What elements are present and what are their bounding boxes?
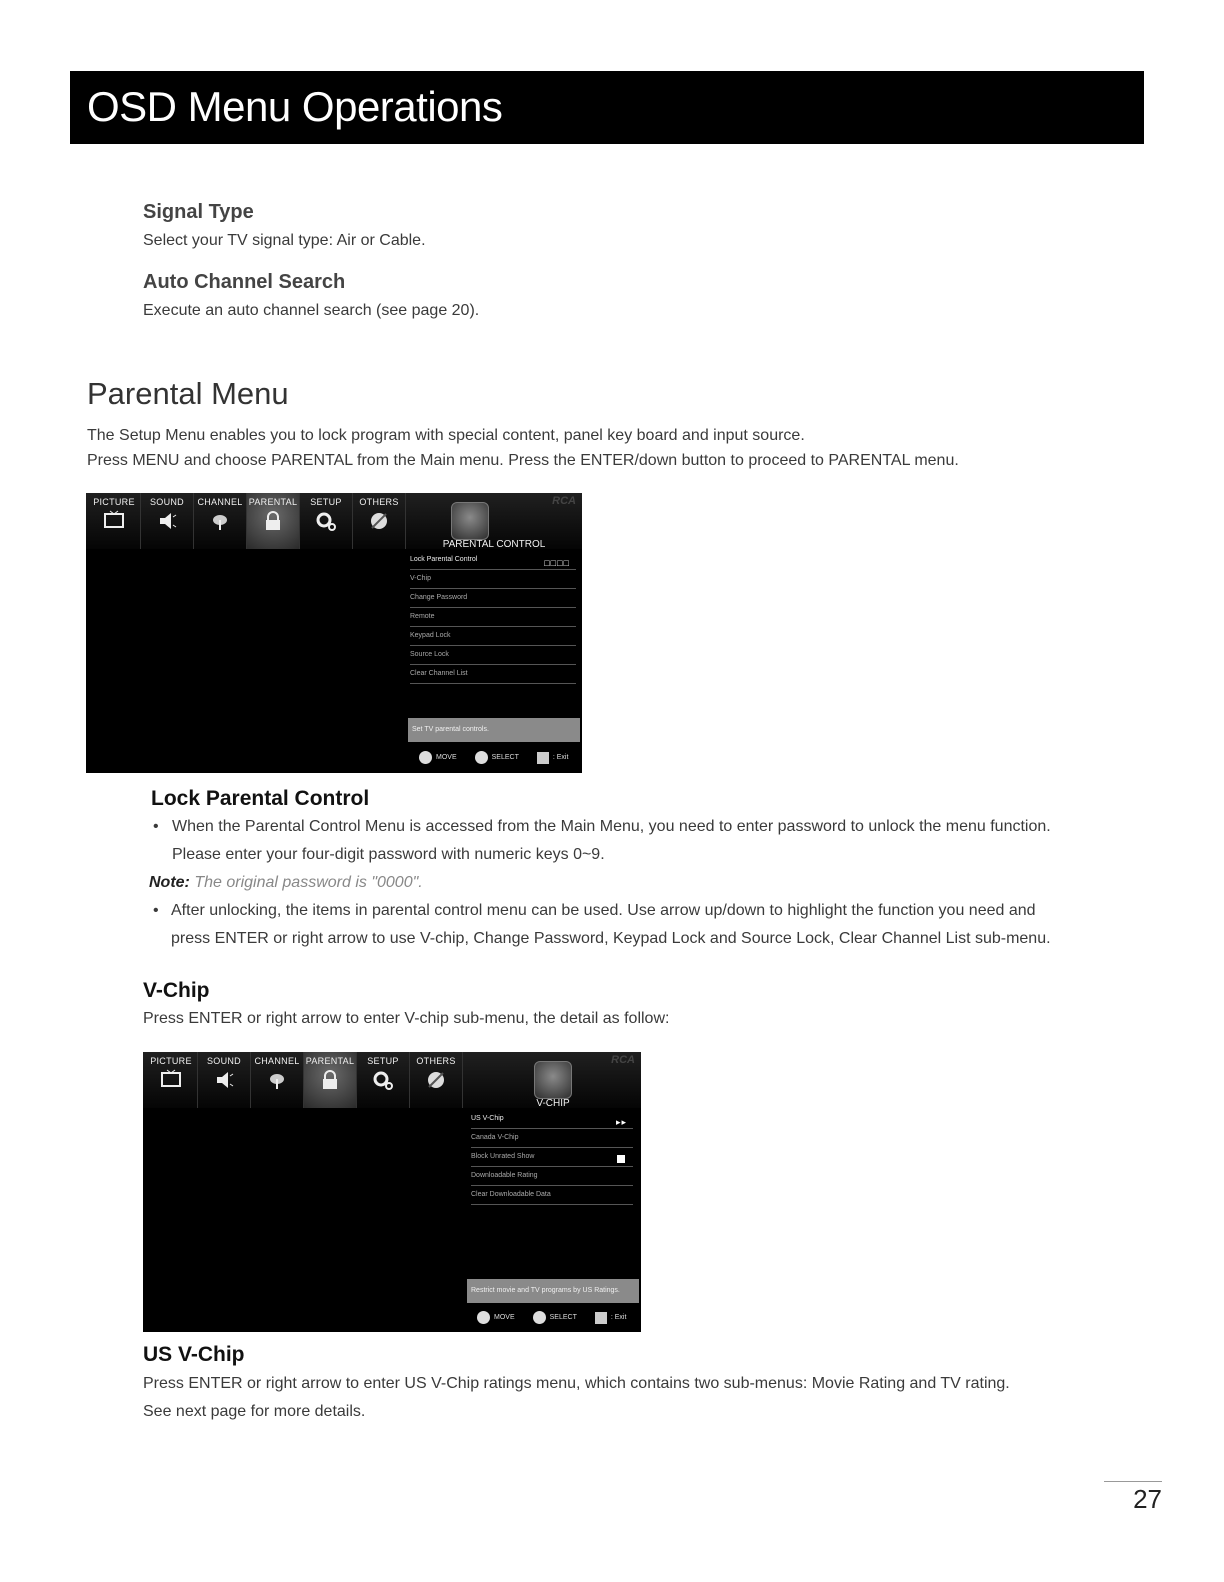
- parental-intro-2: Press MENU and choose PARENTAL from the Main menu. Press the ENTER/down button to proceed to PARENTAL menu.: [87, 452, 959, 469]
- menu-item-clear-downloadable-data[interactable]: Clear Downloadable Data: [471, 1191, 633, 1205]
- us-vchip-heading: US V-Chip: [143, 1343, 245, 1366]
- page-number-rule: [1104, 1481, 1162, 1482]
- exit-icon: [537, 752, 549, 764]
- hint-bar: Restrict movie and TV programs by US Ratings.: [467, 1279, 639, 1303]
- gear-icon: [315, 510, 337, 532]
- tv-icon: [160, 1069, 182, 1089]
- tab-channel[interactable]: CHANNEL: [194, 493, 247, 549]
- satellite-icon: [266, 1069, 288, 1091]
- note: [149, 874, 423, 892]
- signal-type-heading: Signal Type: [143, 201, 254, 223]
- bullet-1-line-1: When the Parental Control Menu is accessed from the Main Menu, you need to enter password to unlock the menu function.: [172, 818, 1051, 835]
- bullet-dot-2: •: [153, 902, 159, 919]
- parental-intro-1: The Setup Menu enables you to lock program with special content, panel key board and input source.: [87, 427, 805, 444]
- tab-others[interactable]: OTHERS: [353, 493, 406, 549]
- tab-setup[interactable]: SETUP: [300, 493, 353, 549]
- tv-screenshot-vchip: [143, 1052, 641, 1332]
- nav-hints: MOVE SELECT : Exit: [477, 1311, 626, 1324]
- tab-parental[interactable]: PARENTAL: [304, 1052, 357, 1108]
- select-icon: [533, 1311, 546, 1324]
- gear-icon: [372, 1069, 394, 1091]
- bullet-dot-1: •: [153, 818, 159, 835]
- menu-item-remote[interactable]: Remote: [410, 613, 576, 627]
- brand-logo: RCA: [611, 1054, 635, 1066]
- us-vchip-line-1: Press ENTER or right arrow to enter US V-Chip ratings menu, which contains two sub-menus: Movie Rating and TV rating.: [143, 1375, 1010, 1392]
- move-icon: [419, 751, 432, 764]
- note-label: Note:: [149, 874, 190, 891]
- page-number: 27: [1133, 1484, 1162, 1514]
- page-title: OSD Menu Operations: [87, 83, 503, 130]
- menu-item-downloadable-rating[interactable]: Downloadable Rating: [471, 1172, 633, 1186]
- lock-parental-heading: Lock Parental Control: [151, 787, 370, 810]
- tab-picture[interactable]: PICTURE: [88, 493, 141, 549]
- auto-search-heading: Auto Channel Search: [143, 271, 346, 293]
- others-icon: [425, 1069, 447, 1091]
- lock-icon: [262, 510, 284, 532]
- panel-title: PARENTAL CONTROL: [442, 539, 546, 550]
- satellite-icon: [209, 510, 231, 532]
- tab-others[interactable]: OTHERS: [410, 1052, 463, 1108]
- tv-icon: [103, 510, 125, 530]
- move-icon: [477, 1311, 490, 1324]
- tab-channel[interactable]: CHANNEL: [251, 1052, 304, 1108]
- tab-sound[interactable]: SOUND: [141, 493, 194, 549]
- signal-type-text: Select your TV signal type: Air or Cable.: [143, 232, 426, 249]
- menu-item-vchip[interactable]: V-Chip: [410, 575, 576, 589]
- parental-lock-icon: [451, 502, 489, 540]
- tab-picture[interactable]: PICTURE: [145, 1052, 198, 1108]
- exit-icon: [595, 1312, 607, 1324]
- speaker-icon: [156, 510, 178, 532]
- hint-bar: Set TV parental controls.: [408, 718, 580, 742]
- note-text: The original password is "0000".: [194, 874, 423, 891]
- bullet-2-line-2: press ENTER or right arrow to use V-chip, Change Password, Keypad Lock and Source Lock, Clear Channel List sub-menu.: [171, 930, 1051, 947]
- speaker-icon: [213, 1069, 235, 1091]
- tab-sound[interactable]: SOUND: [198, 1052, 251, 1108]
- vchip-text: Press ENTER or right arrow to enter V-chip sub-menu, the detail as follow:: [143, 1010, 670, 1027]
- select-icon: [475, 751, 488, 764]
- menu-item-source-lock[interactable]: Source Lock: [410, 651, 576, 665]
- lock-icon: [319, 1069, 341, 1091]
- tab-setup[interactable]: SETUP: [357, 1052, 410, 1108]
- menu-item-block-unrated[interactable]: Block Unrated Show: [471, 1153, 633, 1167]
- parental-menu-heading: Parental Menu: [87, 376, 289, 411]
- tv-screenshot-parental-control: [86, 493, 582, 773]
- tab-parental[interactable]: PARENTAL: [247, 493, 300, 549]
- others-icon: [368, 510, 390, 532]
- menu-item-canada-vchip[interactable]: Canada V-Chip: [471, 1134, 633, 1148]
- header-bar: [70, 71, 1144, 144]
- block-unrated-checkbox[interactable]: [617, 1155, 625, 1163]
- us-vchip-line-2: See next page for more details.: [143, 1403, 366, 1420]
- chevron-right-icon: ▸▸: [615, 1117, 627, 1127]
- auto-search-text: Execute an auto channel search (see page 20).: [143, 302, 480, 319]
- menu-item-keypad-lock[interactable]: Keypad Lock: [410, 632, 576, 646]
- menu-item-change-password[interactable]: Change Password: [410, 594, 576, 608]
- menu-item-clear-channel-list[interactable]: Clear Channel List: [410, 670, 576, 684]
- bullet-2-line-1: After unlocking, the items in parental control menu can be used. Use arrow up/down to highlight the function you need and: [171, 902, 1036, 919]
- nav-hints: MOVE SELECT : Exit: [419, 751, 568, 764]
- bullet-1-line-2: Please enter your four-digit password with numeric keys 0~9.: [172, 846, 605, 863]
- menu-item-lock-parental-control[interactable]: Lock Parental Control □□□□: [410, 556, 576, 570]
- panel-title: V-CHIP: [536, 1098, 570, 1109]
- password-boxes[interactable]: □□□□: [544, 558, 570, 568]
- menu-item-us-vchip[interactable]: US V-Chip ▸▸: [471, 1115, 633, 1129]
- parental-lock-icon: [534, 1061, 572, 1099]
- brand-logo: RCA: [552, 495, 576, 507]
- vchip-heading: V-Chip: [143, 979, 210, 1002]
